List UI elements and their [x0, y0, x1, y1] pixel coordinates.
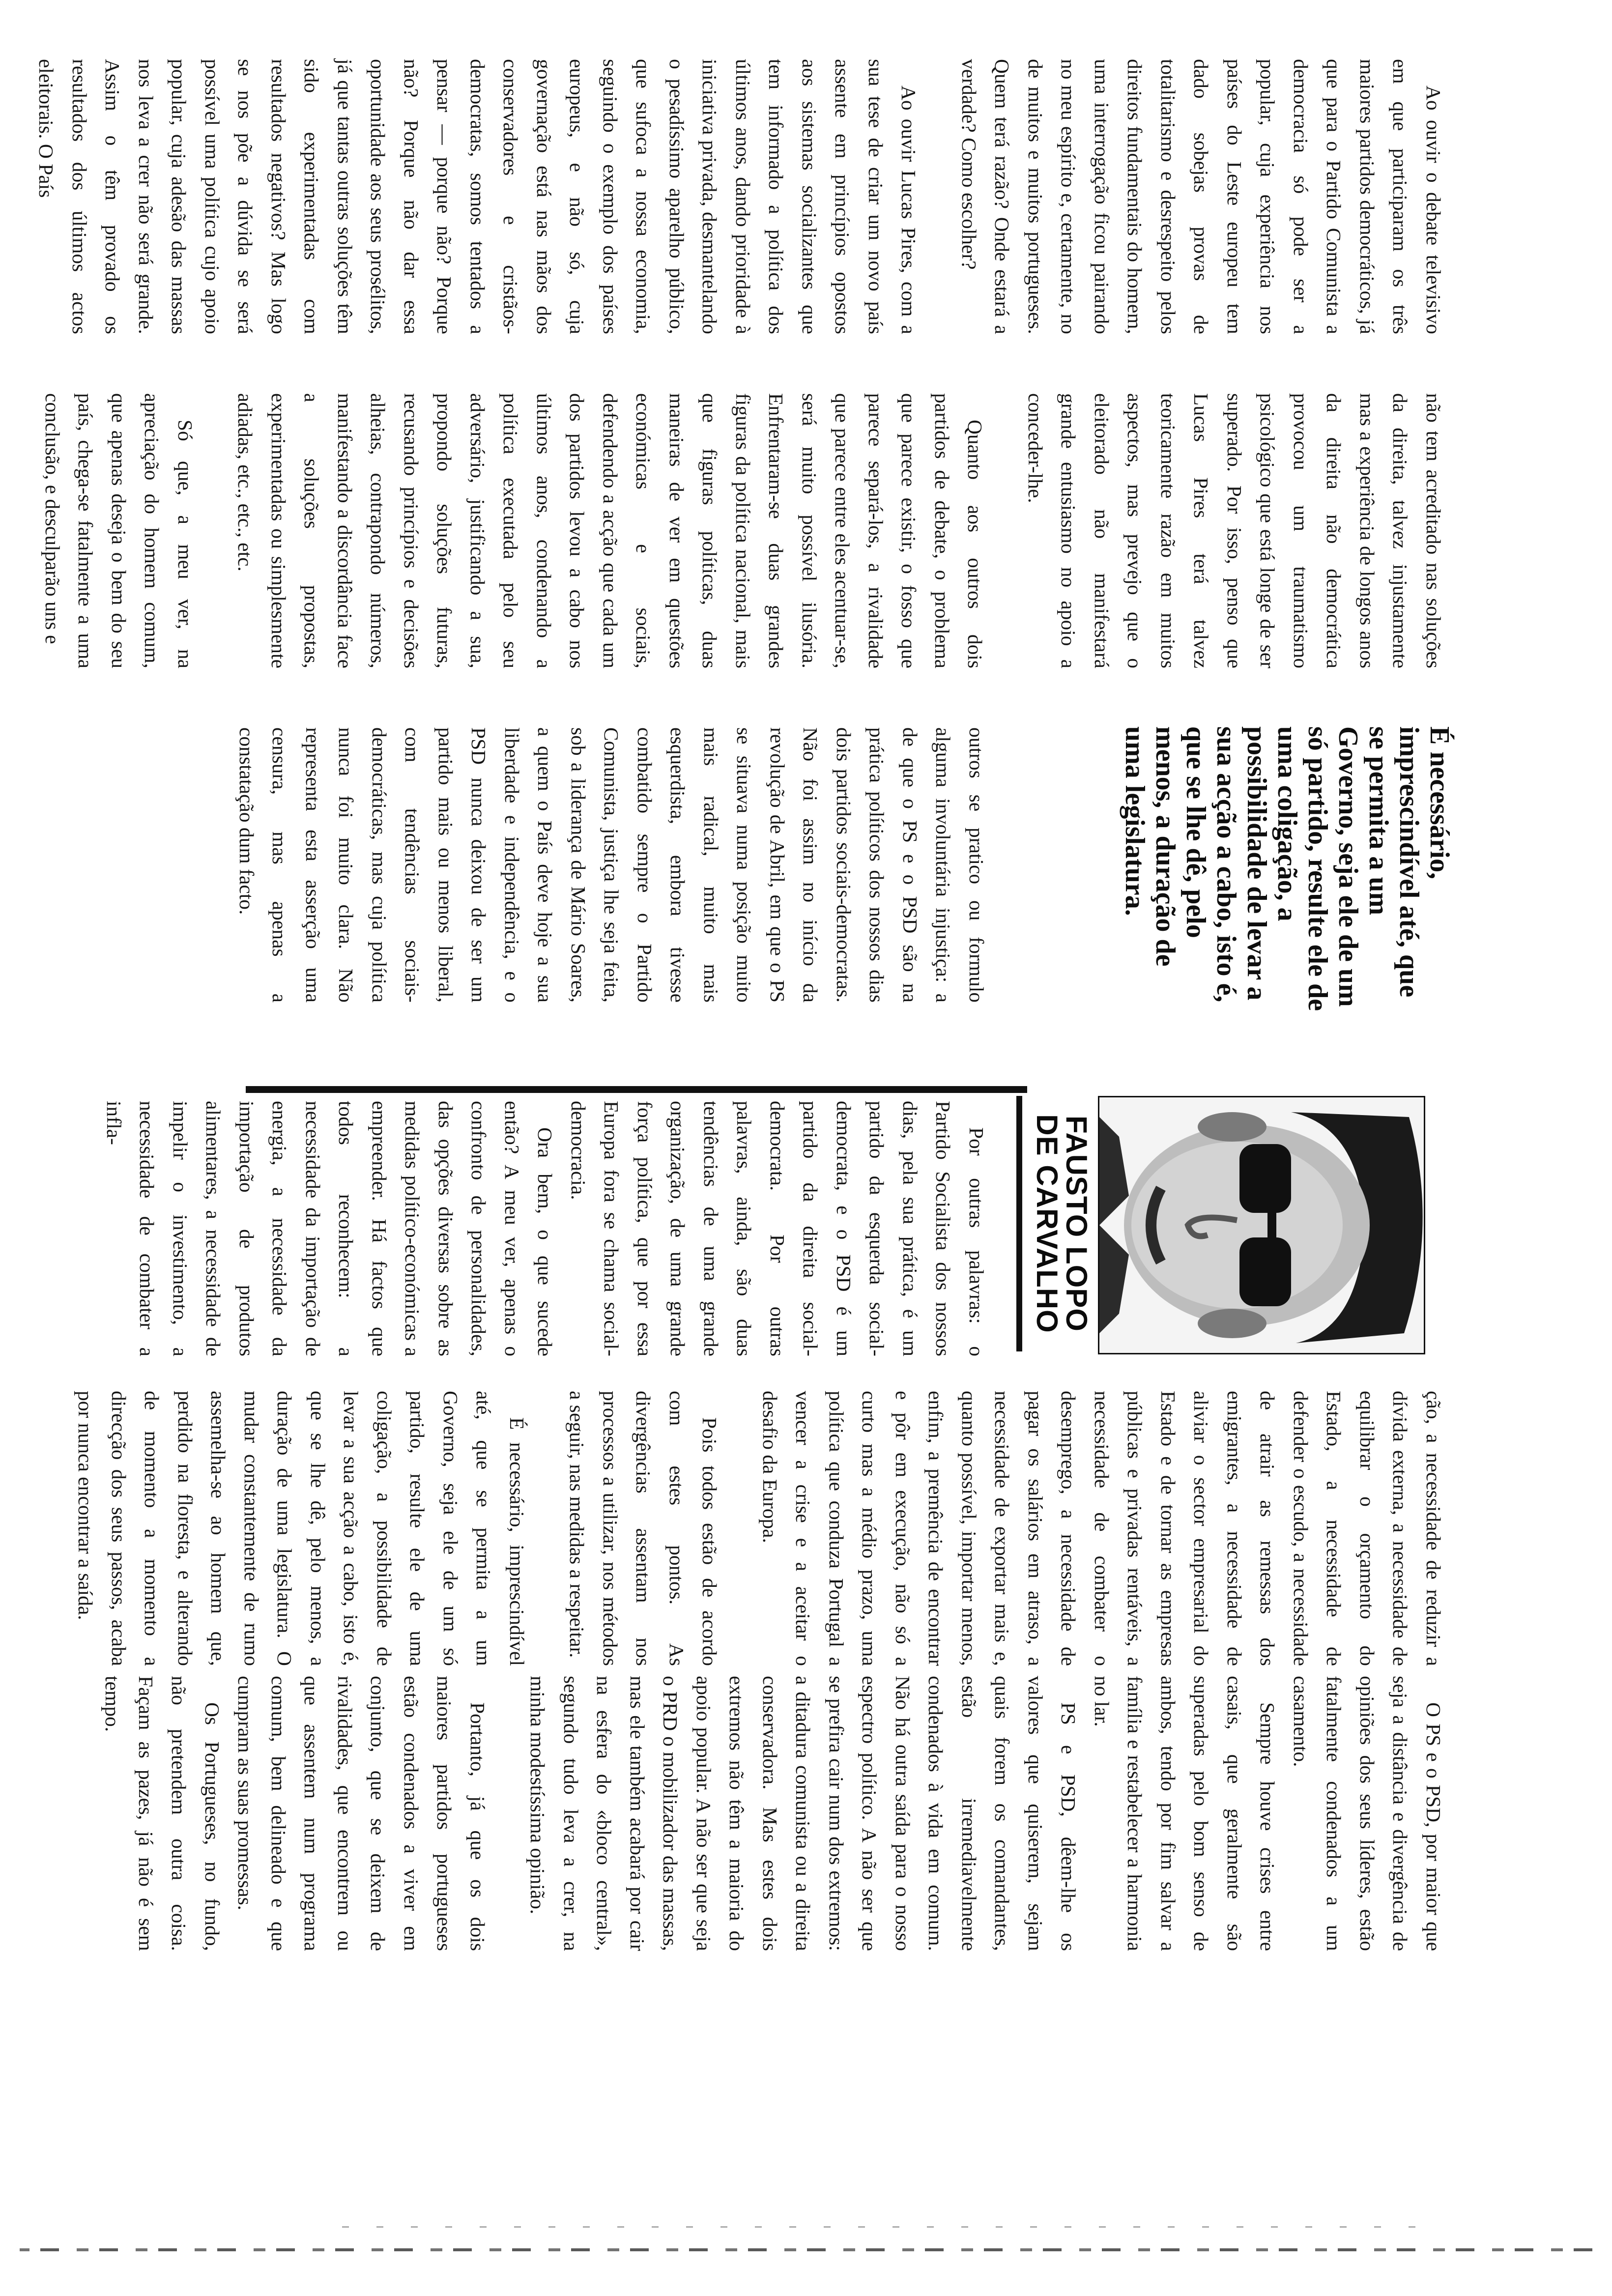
paragraph: Pois todos estão de acordo com estes pontos. As divergências assentam nos processos a utilizar, nos métodos a seguir, nas medidas a respeitar. — [566, 1391, 721, 1666]
paragraph: É necessário, imprescindível até, que se permita a um Governo, seja ele de um só partido, resulte ele de uma coligação, a possibilidade de levar a sua acção a cabo, isto é, que se lhe dê, pelo menos, a duração de uma legislatura. O mudar constantemente de rumo assemelha-se ao homem que, perdido na floresta, e alterando de momento a momento a direcção dos seus passos, acaba por nunca encontrar a saída. — [74, 1391, 528, 1666]
author-name-line2: DE CARVALHO — [1031, 1114, 1064, 1333]
paragraph: outros se pratico ou formulo alguma involuntária injustiça: a de que o PS e o PSD são na prática políticos dos nossos dias dois partidos sociais-democratas. Não foi assim no início da revolução de Abril, em que o PS se situava numa posição muito mais radical, muito mais esquerdista, embora tivesse combatido sempre o Partido Comunista, justiça lhe seja feita, sob a liderança de Mário Soares, a quem o País deve hoje a sua liberdade e independência, e o PSD nunca deixou de ser um partido mais ou menos liberal, com tendências sociais-democráticas, mas cuja política nunca foi muito clara. Não representa esta asserção uma censura, mas apenas a constatação dum facto. — [235, 727, 988, 1003]
author-portrait — [1098, 1096, 1425, 1354]
author-byline — [1032, 1096, 1091, 1351]
author-name-line1: FAUSTO LOPO — [1060, 1116, 1093, 1332]
article-column-1 — [35, 59, 1450, 334]
paragraph: Sempre houve crises entre casais, que geralmente são superadas pelo bom senso de ambos, tendo por fim salvar a família e restabelecer a harmonia no lar. — [1091, 1676, 1279, 1951]
scan-artifact — [20, 2248, 1592, 2251]
paragraph: Só que, a meu ver, na apreciação do homem comum, que apenas deseja o bem do seu país, chega-se fatalmente a uma conclusão, e desculparão uns e — [41, 393, 197, 668]
paragraph: Os Portugueses, no fundo, não pretendem outra coisa. Façam as pazes, já não é sem tempo. — [101, 1676, 224, 1951]
paragraph: O PS e o PSD, por maior que seja a distância e divergência de opiniões dos seus líderes, estão fatalmente condenados a um casamento. — [1290, 1676, 1445, 1951]
article-column-6 — [101, 1676, 1450, 1951]
article-column-5 — [74, 1391, 1450, 1666]
scan-artifact — [334, 2226, 1415, 2228]
byline-rule — [1016, 1096, 1022, 1351]
paragraph: PS e PSD, dêem-lhe os valores que quiserem, sejam quais forem os comandantes, estão irremediavelmente condenados à vida em comum. Não há outra saída para o nosso espectro político. A não ser que se prefira cair num dos extremos: a ditadura comunista ou a direita conservadora. Mas estes dois extremos não têm a maioria do apoio popular. A não ser que seja o PRD o mobilizador das massas, mas ele também acabará por cair na esfera do «bloco central», segundo tudo leva a crer, na minha modestíssima opinião. — [526, 1676, 1080, 1951]
paragraph: ção, a necessidade de reduzir a dívida externa, a necessidade de equilibrar o orçamento do Estado, a necessidade de defender o escudo, a necessidade de atrair as remessas dos emigrantes, a necessidade de aliviar o sector empresarial do Estado e de tornar as empresas públicas e privadas rentáveis, a necessidade de combater o desemprego, a necessidade de pagar os salários em atraso, a necessidade de exportar mais e, quanto possível, importar menos, enfim, a premência de encontrar e pôr em execução, não só a curto mas a médio prazo, uma política que conduza Portugal a vencer a crise e a aceitar o desafio da Europa. — [759, 1391, 1445, 1666]
article-column-4 — [103, 1101, 993, 1356]
paragraph: Quanto aos outros dois partidos de debate, o problema que parece existir, o fosso que parece separá-los, a rivalidade que parece entre eles acentuar-se, será muito possível ilusória. Enfrentaram-se duas grandes figuras da política nacional, mais que figuras políticas, duas maneiras de ver em questões económicas e sociais, defendendo a acção que cada um dos partidos levou a cabo nos últimos anos, condenando a política executada pelo seu adversário, justificando a sua, propondo soluções futuras, recusando princípios e decisões alheias, contrapondo números, manifestando a discordância face a soluções propostas, experimentadas ou simplesmente adiadas, etc., etc., etc. — [234, 393, 987, 668]
pull-quote: É necessário, imprescindível até, que se permita a um Governo, seja ele de um só partido, resulte ele de uma coligação, a possibilidade de levar a sua acção a cabo, isto é, que se lhe dê, pelo menos, a duração de uma legislatura. — [1120, 726, 1455, 1011]
paragraph: Ora bem, o que sucede então? A meu ver, apenas o confronto de personalidades, das opções diversas sobre as medidas político-económicas a empreender. Há factos que todos reconhecem: a necessidade da importação de energia, a necessidade da importação de produtos alimentares, a necessidade de impelir o investimento, a necessidade de combater a infla- — [103, 1101, 557, 1356]
paragraph: Ao ouvir Lucas Pires, com a sua tese de criar um novo país assente em princípios opostos aos sistemas socializantes que tem informado a política dos últimos anos, dando prioridade à iniciativa privada, desmantelando o pesadíssimo aparelho público, que sufoca a nossa economia, seguindo o exemplo dos países europeus, e não só, cuja governação está nas mãos dos conservadores e cristãos-democratas, somos tentados a pensar — porque não? Porque não? Porque não dar essa oportunidade aos seus prosélitos, já que tantas outras soluções têm sido experimentadas com resultados negativos? Mas logo se nos põe a dúvida se será possível uma política cujo apoio popular, cuja adesão das massas nos leva a crer não será grande. Assim o têm provado os resultados dos últimos actos eleitorais. O País — [35, 59, 921, 334]
paragraph: Ao ouvir o debate televisivo em que participaram os três maiores partidos democráticos, já que para o Partido Comunista a democracia só pode ser a popular, cuja experiência nos países do Leste europeu tem dado sobejas provas de totalitarismo e desrespeito pelos direitos fundamentais do homem, uma interrogação ficou pairando no meu espírito e, certamente, no de muitos e muitos portugueses. Quem terá razão? Onde estará a verdade? Como escolher? — [958, 59, 1445, 334]
column-rule — [246, 1086, 1027, 1093]
paragraph: Por outras palavras: o Partido Socialista dos nossos dias, pela sua prática, é um partido da esquerda social-democrata, e o PSD é um partido da direita social-democrata. Por outras palavras, ainda, são duas tendências de uma grande organização, de uma grande força política, que por essa Europa fora se chama social-democracia. — [567, 1101, 988, 1356]
article-column-3 — [235, 727, 993, 1003]
paragraph: Portanto, já que os dois maiores partidos portugueses estão condenados a viver em conjunto, que se deixem de rivalidades, que encontrem ou que assentem num programa comum, bem delineado e que cumpram as suas promessas. — [234, 1676, 489, 1951]
article-column-2 — [41, 393, 1450, 668]
paragraph: não tem acreditado nas soluções da direita, talvez injustamente mas a experiência de longos anos da direita não democrática provocou um traumatismo psicológico que está longe de ser superado. Por isso, penso que Lucas Pires terá talvez teoricamente razão em muitos aspectos, mas prevejo que o eleitorado não manifestará grande entusiasmo no apoio a conceder-lhe. — [1024, 393, 1445, 668]
author-photo-icon — [1099, 1097, 1424, 1353]
